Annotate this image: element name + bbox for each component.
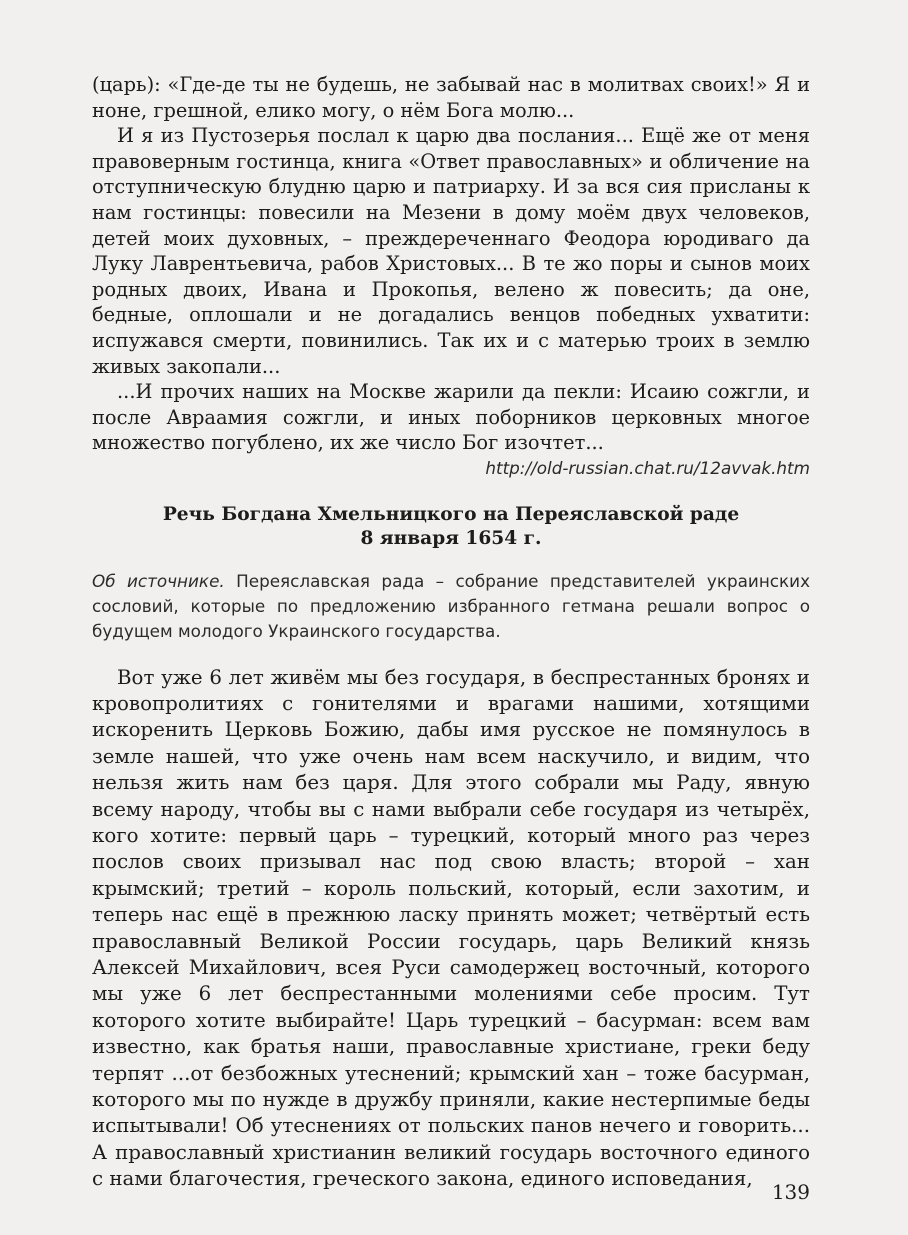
paragraph-intro: (царь): «Где-де ты не будешь, не забывай нас в молитвах своих!» Я и ноне, грешной, елико могу, о нём Бога молю... (92, 73, 810, 122)
source-url: http://old-russian.chat.ru/12avvak.htm (485, 457, 810, 478)
page-number: 139 (771, 1180, 810, 1204)
about-source-text: Переяславская рада – собрание представителей украинских сословий, которые по предложению избранного гетмана решали вопрос о будущем молодого Украинского государства. (92, 570, 810, 642)
page-content (92, 72, 810, 1193)
about-source (92, 569, 810, 645)
section-title-line-2: 8 января 1654 г. (360, 527, 542, 549)
about-source-label: Об источнике. (92, 570, 225, 591)
paragraph-moscow: ...И прочих наших на Москве жарили да пекли: Исаию сожгли, и после Авраамия сожгли, и иных поборников церковных многое множество погублено, их же число Бог изочтет... (92, 380, 810, 455)
speech-text: Вот уже 6 лет живём мы без государя, в беспрестанных бронях и кровопролитиях с гонителями и врагами нашими, хотящими искоренить Церковь Божию, дабы имя русское не помянулось в земле нашей, что уже очень нам всем наскучило, и видим, что нельзя жить нам без царя. Для этого собрали мы Раду, явную всему народу, чтобы вы с нами выбрали себе государя из четырёх, кого хотите: первый царь – турецкий, который много раз через послов своих призывал нас под свою власть; второй – хан крымский; третий – король польский, который, если захотим, и теперь нас ещё в прежнюю ласку принять может; четвёртый есть православный Великой России государь, царь Великий князь Алексей Михайлович, всея Руси самодержец восточный, которого мы уже 6 лет беспрестанными молениями себе просим. Тут которого хотите выбирайте! Царь турецкий – басурман: всем вам известно, как братья наши, православные христиане, греки беду терпят ...от безбожных утеснений; крымский хан – тоже басурман, которого мы по нужде в дружбу приняли, какие нестерпимые беды испытывали! Об утеснениях от польских панов нечего и говорить... А православный христианин великий государь восточного единого с нами благочестия, греческого закона, единого исповедания, (92, 665, 810, 1191)
section-title (92, 503, 810, 551)
paragraph-epistles: И я из Пустозерья послал к царю два послания... Ещё же от меня правоверным гостинца, книга «Ответ православных» и обличение на отступническую блудню царю и патриарху. И за вся сия присланы к нам гостинцы: повесили на Мезени в дому моём двух человеков, детей моих духовных, – преждереченнаго Феодора юродиваго да Луку Лаврентьевича, рабов Христовых... В те жо поры и сынов моих родных двоих, Ивана и Прокопья, велено ж повесить; да оне, бедные, оплошали и не догадались венцов победных ухватити: испужався смерти, повинились. Так их и с матерью троих в землю живых закопали... (92, 124, 810, 378)
section-title-line-1: Речь Богдана Хмельницкого на Переяславской раде (162, 503, 740, 525)
